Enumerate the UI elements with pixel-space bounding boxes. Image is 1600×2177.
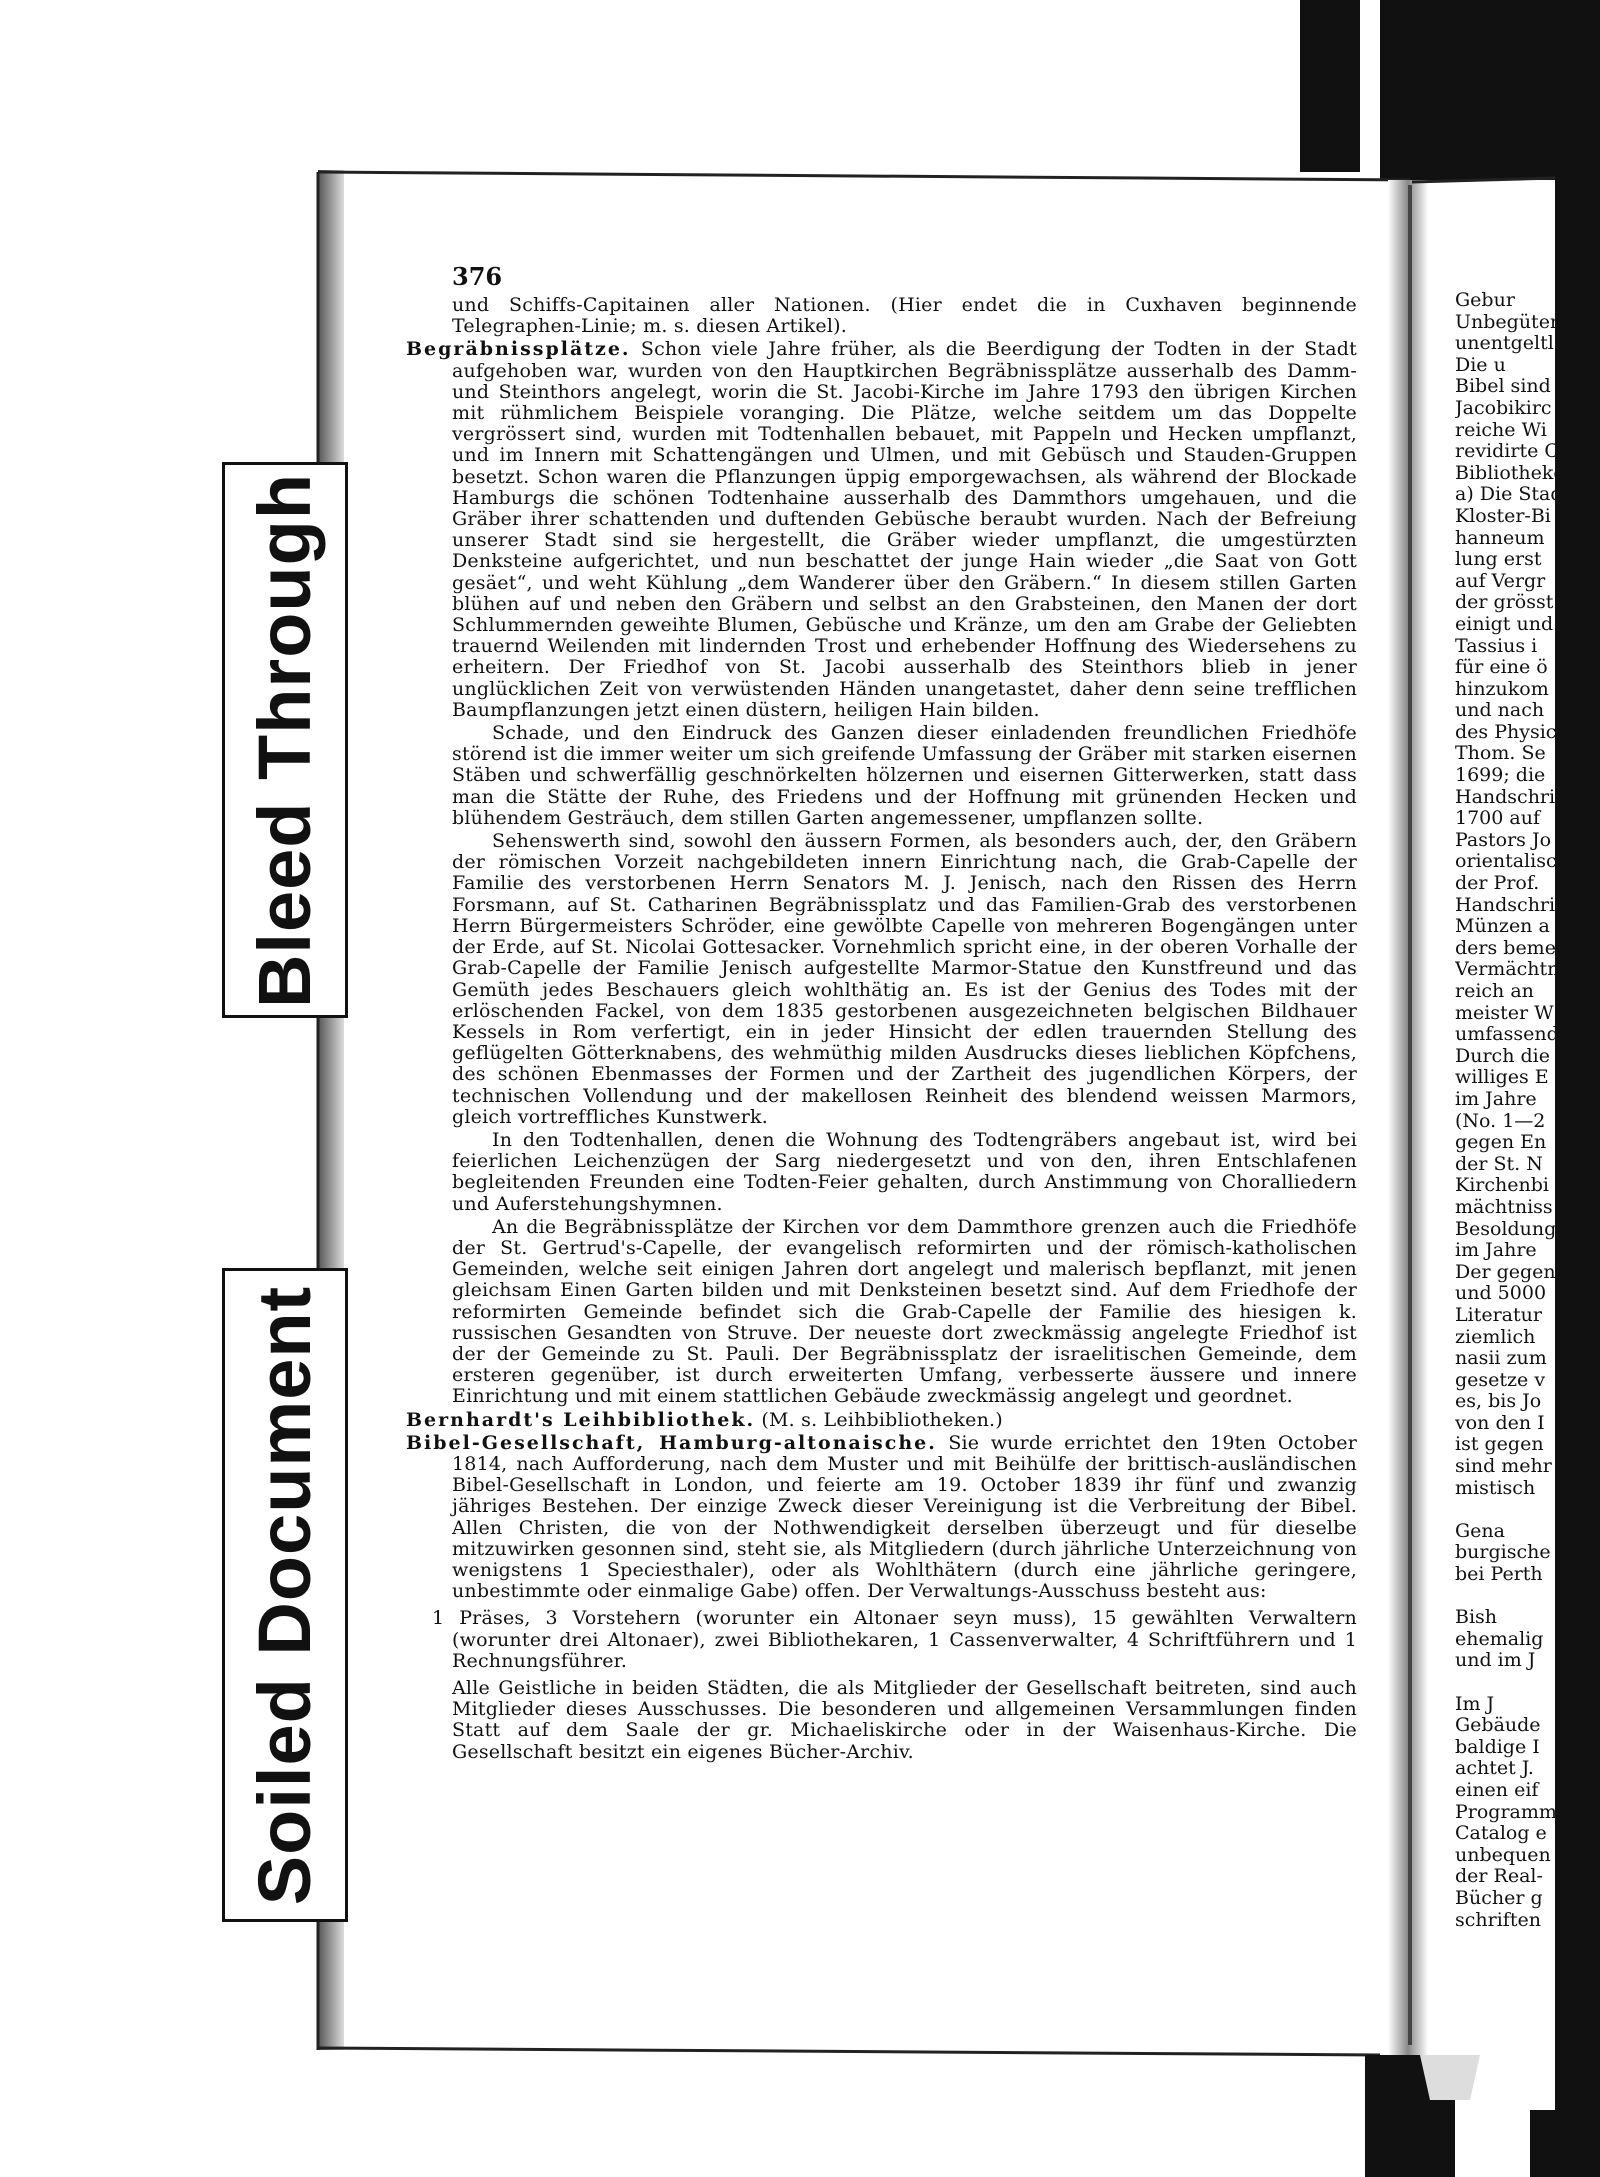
right-page-line: im Jahre [1455,1087,1537,1110]
entry-heading: Begräbnissplätze. [406,338,631,361]
paragraph [452,831,1357,1128]
right-page-line: Tassius i [1455,634,1538,657]
right-page-line: ziemlich [1455,1325,1536,1348]
right-page-line: Die u [1455,353,1506,376]
right-page-line: bei Perth [1455,1563,1543,1586]
right-page-line: für eine ö [1455,656,1548,679]
right-page-line: burgische [1455,1541,1551,1564]
right-page-line: Programm [1455,1800,1557,1823]
paragraph-text: Schade, und den Eindruck des Ganzen dieser einladenden freundlichen Friedhöfe störend ist die immer weiter um sich greifende Umfassung der Gräber mit starken eisernen Stäben und schwerfällig geschnörkelten hölzernen und eisernen Gitterwerken, statt dass man die Stätte der Ruhe, des Friedens und der Hoffnung mit grünenden Hecken und blühendem Gesträuch, dem stillen Garten angemessener, umpflanzen sollte. [452,722,1357,829]
bleed-through-label [222,462,348,1018]
right-page-line: Unbegüter [1455,310,1560,333]
bleed-through-text: Bleed Through [243,472,327,1008]
right-page-line: des Physic [1455,720,1557,743]
right-page-line: Kloster-Bi [1455,504,1551,527]
right-page-line: Der gegen [1455,1260,1556,1283]
right-page-line: Gebäude [1455,1714,1541,1737]
right-page-line: hinzukom [1455,677,1549,700]
right-page-line [1455,1586,1600,1608]
soiled-document-text: Soiled Document [243,1285,327,1905]
right-page-line: auf Vergr [1455,569,1546,592]
right-page-line: Bish [1455,1606,1498,1629]
right-page-line: Handschri [1455,893,1556,916]
right-page-line: a) Die Stad [1455,483,1563,506]
paragraph [452,1217,1357,1408]
right-page-line: der Real- [1455,1865,1543,1888]
right-page-line: sind mehr [1455,1455,1552,1478]
right-page-line: reiche Wi [1455,418,1547,441]
entry-heading: Bernhardt's Leihbibliothek. [406,1408,756,1431]
right-page-line: Gebur [1455,290,1515,311]
right-page-line: gesetze v [1455,1368,1546,1391]
right-page-line: ehemalig [1455,1627,1544,1650]
right-page-line: ders beme [1455,936,1556,959]
right-page-line: nasii zum [1455,1347,1547,1370]
paragraph [452,723,1357,829]
paragraph-text: In den Todtenhallen, denen die Wohnung des Todtengräbers angebaut ist, wird bei feierlichen Leichenzügen der Sarg niedergesetzt und von den, ihren Entschlafenen begleitenden Freunden eine Todten-Feier gehalten, durch Anstimmung von Choralliedern und Auferstehungshymnen. [452,1128,1357,1215]
right-page-line: Bücher g [1455,1886,1543,1909]
soiled-document-label [222,1268,348,1922]
right-page-line: revidirte C [1455,440,1559,463]
right-page-line: ist gegen [1455,1433,1544,1456]
right-page-line [1455,1672,1600,1694]
right-page-line: Besoldung [1455,1217,1557,1240]
paragraph [432,1607,1357,1672]
paragraph-text: Schon viele Jahre früher, als die Beerdigung der Todten in der Stadt aufgehoben war, wurden von den Hauptkirchen Begräbnissplätze ausserhalb des Damm- und Steinthors angelegt, worin die St. Jacobi-Kirche im Jahre 1793 den übrigen Kirchen mit rühmlichem Beispiele voranging. Die Plätze, welche seitdem um das Doppelte vergrössert sind, wurden mit Todtenhallen bebauet, mit Pappeln und Hecken umpflanzt, und im Innern mit Schattengängen und Ulmen, und mit Gebüsch und Stauden-Gruppen besetzt. Schon waren die Pflanzungen üppig emporgewachsen, als während der Blockade Hamburgs die schönen Todtenhaine ausserhalb des Dammthors umgehauen, und die Gräber ihrer schattenden und duftenden Gebüsche beraubt wurden. Nach der Befreiung unserer Stadt sind sie hergestellt, die Gräber wieder umpflanzt, die umgestürzten Denksteine aufgerichtet, und nun beschattet der junge Hain wieder „die Saat von Gott gesäet“, und weht Kühlung „dem Wanderer über den Gräbern.“ In diesem stillen Garten blühen auf und neben den Gräbern und selbst an den Grabsteinen, den Manen der dort Schlummernden geweihte Blumen, Gebüsche und Kränze, um den am Grabe der Geliebten trauernd Weilenden mit lindernden Trost und erhebender Hoffnung des Wiedersehens zu erheitern. Der Friedhof von St. Jacobi ausserhalb des Steinthors blieb in jener unglücklichen Zeit von verwüstenden Händen unangetastet, daher denn seine trefflichen Baumpflanzungen jetzt einen düstern, heiligen Hain bilden. [452,338,1357,721]
right-page-line: Literatur [1455,1303,1542,1326]
paragraph-text: Alle Geistliche in beiden Städten, die als Mitglieder der Gesellschaft beitreten, sind auch Mitglieder dieses Ausschusses. Die besonderen und allgemeinen Versammlungen finden Statt auf dem Saale der gr. Michaeliskirche oder in der Waisenhaus-Kirche. Die Gesellschaft besitzt ein eigenes Bücher-Archiv. [452,1677,1357,1763]
main-text-column [406,294,1357,1765]
right-page-line: meister W [1455,1001,1554,1024]
right-page-line: Münzen a [1455,915,1550,938]
right-page-line: umfassend [1455,1023,1559,1046]
right-page-line: Jacobikirc [1455,396,1552,419]
right-page-fragment [1455,290,1600,1931]
right-page-line: orientalisc [1455,850,1557,873]
right-page-line: unentgeltl [1455,332,1554,355]
right-page-line: lung erst [1455,548,1542,571]
right-page-line: unbequen [1455,1843,1551,1866]
right-page-line: (No. 1—2 [1455,1109,1546,1132]
paragraph [452,1678,1357,1763]
right-page-line: der St. N [1455,1152,1543,1175]
right-page-line: einigt und [1455,612,1554,635]
right-page-line: 1700 auf [1455,807,1540,830]
right-page-line: Bibliotheke [1455,461,1565,484]
right-page-line: Gena [1455,1519,1505,1542]
right-page-line: von den I [1455,1411,1545,1434]
paragraph [452,1130,1357,1215]
right-page-line: baldige I [1455,1735,1540,1758]
paragraph-text: (M. s. Leihbibliotheken.) [755,1408,1003,1431]
right-page-line: Durch die [1455,1044,1550,1067]
right-page-line: Kirchenbi [1455,1174,1549,1197]
right-page-line: Catalog e [1455,1822,1547,1845]
right-page-line [1455,1499,1600,1521]
right-page-line: hanneum [1455,526,1545,549]
right-page-line: Thom. Se [1455,742,1546,765]
paragraph [406,338,1357,721]
page-number: 376 [452,262,503,291]
right-page-line: mächtniss [1455,1195,1553,1218]
paragraph-text: und Schiffs-Capitainen aller Nationen. (Hier endet die in Cuxhaven beginnende Telegraphen-Linie; m. s. diesen Artikel). [452,294,1357,338]
entry-heading: Bibel-Gesellschaft, Hamburg-altonaische. [406,1431,937,1454]
right-page-line: der grösst [1455,591,1554,614]
right-page-line: schriften [1455,1908,1541,1931]
right-page-line: Bibel sind [1455,375,1551,398]
right-page-line: Handschri [1455,785,1556,808]
right-page-line: und nach [1455,699,1545,722]
paragraph [406,1431,1357,1603]
paragraph-text: Sie wurde errichtet den 19ten October 1814, nach Aufforderung, nach dem Muster und mit Beihülfe der brittisch-ausländischen Bibel-Gesellschaft in London, und feierte am 19. October 1839 ihr fünf und zwanzig jähriges Bestehen. Der einzige Zweck dieser Vereinigung ist die Verbreitung der Bibel. Allen Christen, die von der Nothwendigkeit derselben überzeugt und für dieselbe mitzuwirken gesonnen sind, steht sie, als Mitgliedern (durch jährliche Unterzeichnung von wenigstens 1 Speciesthaler), oder als Wohlthätern (durch eine jährliche geringere, unbestimmte oder einmalige Gabe) offen. Der Verwaltungs-Ausschuss besteht aus: [452,1431,1357,1603]
paragraph-text: An die Begräbnissplätze der Kirchen vor dem Dammthore grenzen auch die Friedhöfe der St. Gertrud's-Capelle, der evangelisch reformirten und der römisch-katholischen Gemeinden, welche seit einigen Jahren dort angelegt und malerisch bepflanzt, mit jenen gleichsam Einen Garten bilden und mit Denksteinen besetzt sind. Auf dem Friedhofe der reformirten Gemeinde befindet sich die Grab-Capelle der Familie des hiesigen k. russischen Gesandten von Struve. Der neueste dort zweckmässig angelegte Friedhof ist der der Gemeinde zu St. Pauli. Der Begräbnissplatz der israelitischen Gemeinde, dem ersteren gegenüber, ist durch erweiterten Umfang, verbesserte äussere und innere Einrichtung und mit einem stattlichen Gebäude zweckmässig angelegt und geordnet. [452,1215,1357,1408]
right-page-line: achtet J. [1455,1757,1534,1780]
right-page-line: mistisch [1455,1476,1536,1499]
right-page-line: es, bis Jo [1455,1390,1542,1413]
right-page-line: und 5000 [1455,1282,1547,1305]
right-page-line: reich an [1455,980,1534,1002]
right-page-line: Vermächtn [1455,958,1560,981]
paragraph [452,295,1357,337]
right-page-line: der Prof. [1455,872,1540,895]
right-page-line: Pastors Jo [1455,828,1552,851]
right-page-line: im Jahre [1455,1239,1537,1262]
right-page-line: williges E [1455,1066,1549,1089]
right-page-line: einen eif [1455,1778,1539,1801]
paragraph-text: 1 Präses, 3 Vorstehern (worunter ein Altonaer seyn muss), 15 gewählten Verwaltern (worunter drei Altonaer), zwei Bibliothekaren, 1 Cassenverwalter, 4 Schriftführern und 1 Rechnungsführer. [432,1607,1357,1672]
scan-border-top [1300,0,1360,172]
paragraph [406,1408,1357,1431]
right-page-line: gegen En [1455,1131,1547,1154]
right-page-line: 1699; die [1455,764,1546,787]
right-page-line: Im J [1455,1692,1495,1715]
right-page-line: und im J [1455,1649,1536,1672]
paragraph-text: Sehenswerth sind, sowohl den äussern Formen, als besonders auch, der, den Gräbern der römischen Vorzeit nachgebildeten innern Einrichtung nach, die Grab-Capelle der Familie des verstorbenen Herrn Senators M. J. Jenisch, nach den Rissen des Herrn Forsmann, auf St. Catharinen Begräbnissplatz und das Familien-Grab des verstorbenen Herrn Bürgermeisters Schröder, eine gewölbte Capelle von mehreren Bogengängen unter der Erde, auf St. Nicolai Gottesacker. Vornehmlich spricht eine, in der oberen Vorhalle der Grab-Capelle der Familie Jenisch aufgestellte Marmor-Statue den Kunstfreund und das Gemüth jedes Beschauers gleich wohlthätig an. Es ist der Genius des Todes mit der erlöschenden Fackel, von dem 1835 gestorbenen ausgezeichneten belgischen Bildhauer Kessels in Rom verfertigt, ein in jeder Hinsicht der edlen trauernden Stellung des geflügelten Götterknabens, des wehmüthig milden Ausdrucks dieses lieblichen Köpfchens, des schönen Ebenmasses der Formen und der Zartheit des jugendlichen Körpers, der technischen Vollendung und der makellosen Reinheit des blendend weissen Marmors, gleich vortreffliches Kunstwerk. [452,830,1357,1128]
